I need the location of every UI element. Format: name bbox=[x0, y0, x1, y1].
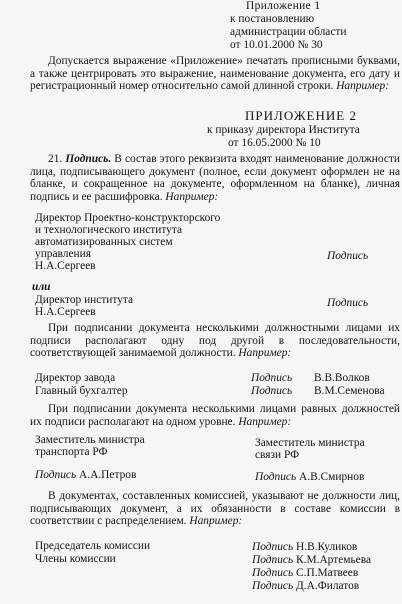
sample5-chair: Председатель комиссии bbox=[35, 540, 151, 552]
appendix2-line: к приказу директора Института bbox=[207, 124, 360, 136]
sample5-name: Н.В.Куликов bbox=[296, 541, 358, 553]
paragraph-several-text: При подписании документа несколькими должностными лицами их подписи располагают одну под другой в последовательности, соответствующей занимаемой должности. bbox=[30, 322, 400, 359]
appendix1-title: Приложение 1 bbox=[246, 0, 321, 12]
sample1-position-line: автоматизированных систем bbox=[35, 236, 173, 248]
sample5-members: Члены комиссии bbox=[35, 553, 116, 565]
paragraph-21-number: 21. bbox=[48, 153, 63, 165]
paragraph-equal-text: При подписании документа несколькими лицами равных должностей их подписи располагают на одном уровне. bbox=[30, 403, 400, 428]
sample2-name: Н.А.Сергеев bbox=[35, 306, 96, 318]
sample5-sign bbox=[252, 567, 358, 580]
sample1-position-line: Директор Проектно-конструкторского bbox=[35, 212, 221, 224]
sample4-left-sign bbox=[35, 469, 136, 482]
sample4-right-name: А.В.Смирнов bbox=[299, 471, 365, 483]
paragraph-equal bbox=[30, 403, 400, 428]
appendix2-title: ПРИЛОЖЕНИЕ 2 bbox=[245, 108, 357, 123]
sample5-signature: Подпись bbox=[252, 580, 294, 592]
paragraph-commission-text: В документах, составленных комиссией, указывают не должности лиц, подписывающих документ, а их обязанности в составе комиссии в соответствии с распределением. bbox=[30, 490, 400, 527]
sample3-signature: Подпись bbox=[251, 372, 293, 384]
sample4-right-signature: Подпись bbox=[255, 471, 297, 483]
example-label: Например: bbox=[238, 347, 292, 359]
appendix1-line: к постановлению bbox=[230, 13, 315, 25]
paragraph-appendix bbox=[30, 55, 400, 93]
example-label: Например: bbox=[165, 190, 219, 203]
sample4-left-position-line: Заместитель министра bbox=[35, 434, 145, 446]
sample5-sign bbox=[252, 541, 357, 554]
paragraph-appendix-text: Допускается выражение «Приложение» печатать прописными буквами, а также центрировать это выражение, наименование документа, его дату и регистрационный номер относительно самой длинной строки. bbox=[30, 55, 400, 92]
sample2-position: Директор института bbox=[35, 294, 134, 306]
sample4-right-sign bbox=[255, 471, 364, 484]
sample3-position: Директор завода bbox=[35, 372, 116, 384]
paragraph-21-heading: Подпись. bbox=[65, 153, 112, 165]
sample3-position: Главный бухгалтер bbox=[35, 385, 128, 397]
sample1-position-line: управления bbox=[35, 248, 91, 260]
appendix2-line: от 16.05.2000 № 10 bbox=[228, 137, 321, 149]
example-label: Например: bbox=[238, 415, 292, 428]
or-label: или bbox=[32, 281, 51, 293]
sample3-signature: Подпись bbox=[251, 385, 293, 397]
appendix1-line: от 10.01.2000 № 30 bbox=[230, 39, 323, 51]
sample5-name: Д.А.Филатов bbox=[296, 580, 360, 592]
paragraph-21 bbox=[30, 153, 400, 203]
sample2-signature: Подпись bbox=[327, 297, 369, 309]
sample5-sign bbox=[252, 580, 359, 593]
sample1-signature: Подпись bbox=[327, 250, 369, 262]
sample5-sign bbox=[252, 554, 371, 567]
sample5-signature: Подпись bbox=[252, 554, 294, 566]
sample4-left-position-line: транспорта РФ bbox=[35, 446, 108, 458]
sample5-signature: Подпись bbox=[252, 541, 294, 553]
sample4-right-position-line: Заместитель министра bbox=[255, 437, 365, 449]
sample1-position-line: и технологического института bbox=[35, 224, 183, 236]
sample3-name: В.В.Волков bbox=[314, 372, 370, 384]
sample4-right-position-line: связи РФ bbox=[255, 449, 300, 461]
sample1-name: Н.А.Сергеев bbox=[35, 260, 96, 272]
paragraph-several bbox=[30, 322, 400, 360]
sample4-left-name: А.А.Петров bbox=[79, 469, 137, 481]
sample4-left-signature: Подпись bbox=[35, 469, 77, 481]
example-label: Например: bbox=[336, 80, 390, 92]
sample5-name: С.П.Матвеев bbox=[296, 567, 359, 579]
appendix1-line: администрации области bbox=[230, 26, 347, 38]
example-label: Например: bbox=[189, 515, 243, 527]
paragraph-21-text: В состав этого реквизита входят наименование должности лица, подписывающего документ (полное, если документ оформлен не на бланке, и сокращенное на документе, оформленном на бланке), личная подпись и ее расшифровка. bbox=[30, 153, 400, 203]
sample5-signature: Подпись bbox=[252, 567, 294, 579]
paragraph-commission bbox=[30, 490, 400, 528]
sample5-name: К.М.Артемьева bbox=[296, 554, 371, 566]
sample3-name: В.М.Семенова bbox=[314, 385, 385, 397]
